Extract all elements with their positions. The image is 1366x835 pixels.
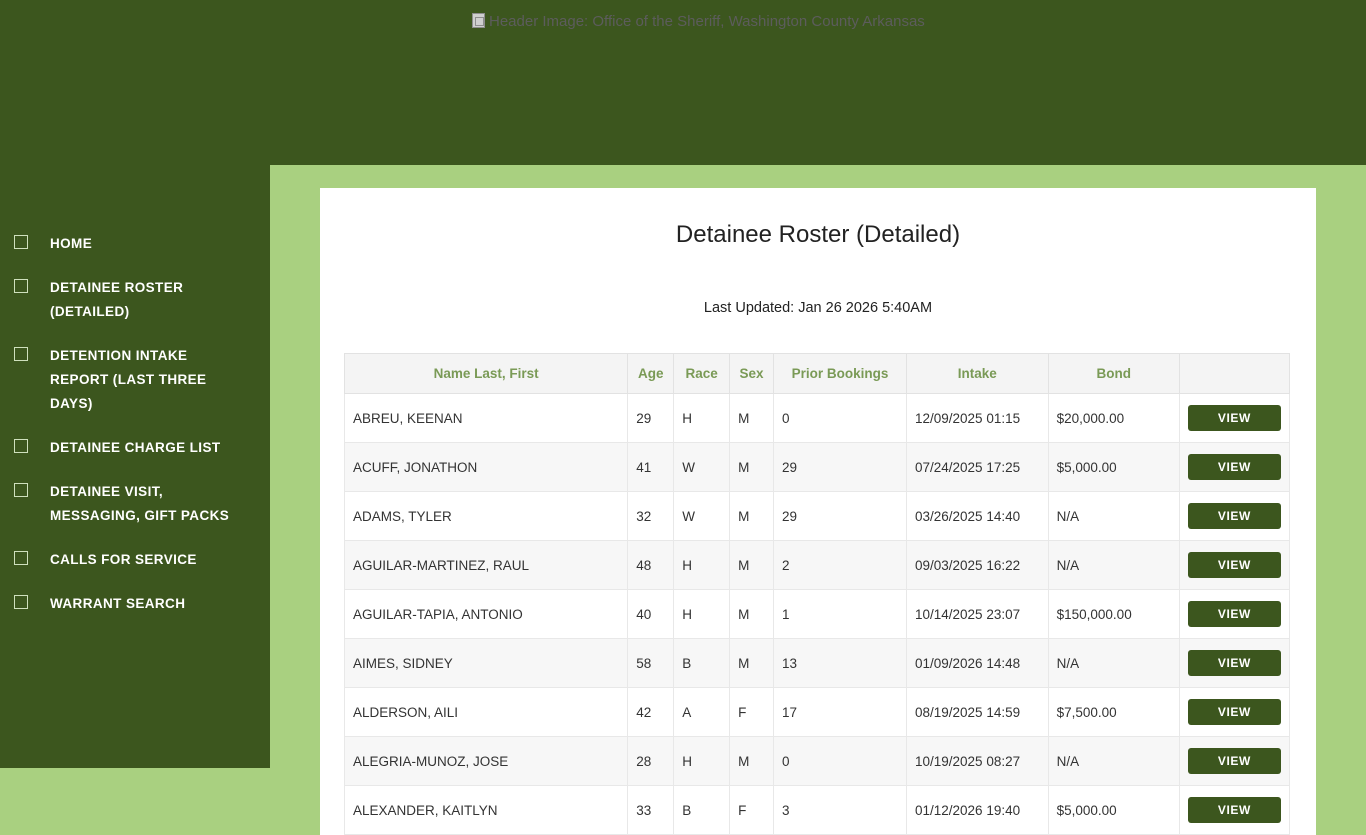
table-header [345, 354, 1290, 394]
cell-age: 28 [628, 737, 674, 786]
bullet-square-icon [14, 279, 28, 293]
cell-sex: M [730, 394, 774, 443]
cell-prior-bookings: 29 [774, 492, 907, 541]
column-header-intake[interactable]: Intake [907, 354, 1049, 394]
cell-name: ABREU, KEENAN [345, 394, 628, 443]
view-button[interactable]: VIEW [1188, 699, 1281, 725]
cell-intake: 01/12/2026 19:40 [907, 786, 1049, 835]
cell-sex: M [730, 443, 774, 492]
cell-age: 41 [628, 443, 674, 492]
cell-bond: $20,000.00 [1048, 394, 1179, 443]
sidebar-item-warrant-search[interactable] [0, 582, 270, 626]
sidebar-item-detainee-visit-messaging-gift-packs[interactable] [0, 470, 270, 538]
cell-prior-bookings: 1 [774, 590, 907, 639]
cell-name: ALEGRIA-MUNOZ, JOSE [345, 737, 628, 786]
cell-prior-bookings: 17 [774, 688, 907, 737]
table-row [345, 639, 1290, 688]
cell-bond: $150,000.00 [1048, 590, 1179, 639]
cell-name: AGUILAR-MARTINEZ, RAUL [345, 541, 628, 590]
cell-race: H [674, 394, 730, 443]
sidebar-item-label: DETAINEE VISIT, MESSAGING, GIFT PACKS [50, 484, 230, 523]
cell-age: 32 [628, 492, 674, 541]
cell-race: W [674, 492, 730, 541]
cell-race: A [674, 688, 730, 737]
table-row [345, 590, 1290, 639]
cell-prior-bookings: 0 [774, 737, 907, 786]
sidebar-item-detention-intake-report[interactable] [0, 334, 270, 426]
sidebar-item-label: WARRANT SEARCH [50, 596, 186, 611]
sidebar-nav [0, 0, 270, 768]
content-area [270, 165, 1366, 818]
cell-bond: $5,000.00 [1048, 443, 1179, 492]
cell-bond: N/A [1048, 737, 1179, 786]
cell-intake: 01/09/2026 14:48 [907, 639, 1049, 688]
sidebar-item-label: HOME [50, 236, 93, 251]
cell-actions [1179, 737, 1289, 786]
table-row [345, 394, 1290, 443]
cell-intake: 12/09/2025 01:15 [907, 394, 1049, 443]
sidebar-item-label: DETENTION INTAKE REPORT (LAST THREE DAYS) [50, 348, 207, 411]
cell-actions [1179, 786, 1289, 835]
cell-prior-bookings: 13 [774, 639, 907, 688]
cell-intake: 10/14/2025 23:07 [907, 590, 1049, 639]
column-header-prior-bookings[interactable]: Prior Bookings [774, 354, 907, 394]
view-button[interactable]: VIEW [1188, 552, 1281, 578]
table-row [345, 737, 1290, 786]
cell-race: B [674, 786, 730, 835]
bullet-square-icon [14, 235, 28, 249]
cell-name: AGUILAR-TAPIA, ANTONIO [345, 590, 628, 639]
cell-name: ACUFF, JONATHON [345, 443, 628, 492]
cell-bond: N/A [1048, 541, 1179, 590]
cell-age: 42 [628, 688, 674, 737]
cell-name: ALDERSON, AILI [345, 688, 628, 737]
cell-actions [1179, 688, 1289, 737]
view-button[interactable]: VIEW [1188, 601, 1281, 627]
view-button[interactable]: VIEW [1188, 748, 1281, 774]
cell-age: 33 [628, 786, 674, 835]
table-row [345, 786, 1290, 835]
column-header-age[interactable]: Age [628, 354, 674, 394]
sidebar-item-label: CALLS FOR SERVICE [50, 552, 197, 567]
roster-card [320, 188, 1316, 835]
table-row [345, 541, 1290, 590]
column-header-bond[interactable]: Bond [1048, 354, 1179, 394]
cell-prior-bookings: 0 [774, 394, 907, 443]
cell-intake: 07/24/2025 17:25 [907, 443, 1049, 492]
cell-name: ALEXANDER, KAITLYN [345, 786, 628, 835]
column-header-name[interactable]: Name Last, First [345, 354, 628, 394]
column-header-sex[interactable]: Sex [730, 354, 774, 394]
cell-intake: 03/26/2025 14:40 [907, 492, 1049, 541]
cell-actions [1179, 394, 1289, 443]
cell-race: H [674, 541, 730, 590]
cell-bond: $5,000.00 [1048, 786, 1179, 835]
detainee-roster-table [344, 353, 1290, 835]
cell-sex: M [730, 639, 774, 688]
cell-race: B [674, 639, 730, 688]
bullet-square-icon [14, 439, 28, 453]
cell-age: 29 [628, 394, 674, 443]
cell-race: H [674, 737, 730, 786]
cell-prior-bookings: 3 [774, 786, 907, 835]
view-button[interactable]: VIEW [1188, 503, 1281, 529]
cell-age: 58 [628, 639, 674, 688]
cell-intake: 10/19/2025 08:27 [907, 737, 1049, 786]
cell-bond: N/A [1048, 639, 1179, 688]
view-button[interactable]: VIEW [1188, 454, 1281, 480]
last-updated-text: Last Updated: Jan 26 2026 5:40AM [703, 300, 933, 316]
cell-race: H [674, 590, 730, 639]
sidebar-item-home[interactable] [0, 222, 270, 266]
sidebar-item-label: DETAINEE ROSTER (DETAILED) [50, 280, 184, 319]
table-header-row [345, 354, 1290, 394]
cell-age: 40 [628, 590, 674, 639]
sidebar-item-detainee-charge-list[interactable] [0, 426, 270, 470]
column-header-race[interactable]: Race [674, 354, 730, 394]
view-button[interactable]: VIEW [1188, 797, 1281, 823]
cell-prior-bookings: 29 [774, 443, 907, 492]
cell-age: 48 [628, 541, 674, 590]
header-image-alt [472, 13, 925, 30]
cell-bond: $7,500.00 [1048, 688, 1179, 737]
view-button[interactable]: VIEW [1188, 405, 1281, 431]
cell-actions [1179, 590, 1289, 639]
cell-bond: N/A [1048, 492, 1179, 541]
cell-sex: M [730, 492, 774, 541]
broken-image-icon [472, 13, 485, 28]
cell-intake: 08/19/2025 14:59 [907, 688, 1049, 737]
table-row [345, 443, 1290, 492]
cell-actions [1179, 639, 1289, 688]
cell-sex: M [730, 737, 774, 786]
column-header-actions [1179, 354, 1289, 394]
table-row [345, 688, 1290, 737]
cell-sex: F [730, 688, 774, 737]
cell-actions [1179, 541, 1289, 590]
cell-race: W [674, 443, 730, 492]
view-button[interactable]: VIEW [1188, 650, 1281, 676]
sidebar-item-label: DETAINEE CHARGE LIST [50, 440, 221, 455]
cell-name: ADAMS, TYLER [345, 492, 628, 541]
cell-sex: M [730, 541, 774, 590]
sidebar-item-detainee-roster-detailed[interactable] [0, 266, 270, 334]
cell-prior-bookings: 2 [774, 541, 907, 590]
header-image-alt-text: Header Image: Office of the Sheriff, Washington County Arkansas [489, 13, 925, 30]
bullet-square-icon [14, 595, 28, 609]
sidebar-item-calls-for-service[interactable] [0, 538, 270, 582]
cell-actions [1179, 492, 1289, 541]
bullet-square-icon [14, 483, 28, 497]
cell-actions [1179, 443, 1289, 492]
bullet-square-icon [14, 551, 28, 565]
page-title: Detainee Roster (Detailed) [675, 221, 961, 248]
cell-intake: 09/03/2025 16:22 [907, 541, 1049, 590]
cell-name: AIMES, SIDNEY [345, 639, 628, 688]
bullet-square-icon [14, 347, 28, 361]
cell-sex: F [730, 786, 774, 835]
table-body [345, 394, 1290, 835]
cell-sex: M [730, 590, 774, 639]
table-row [345, 492, 1290, 541]
